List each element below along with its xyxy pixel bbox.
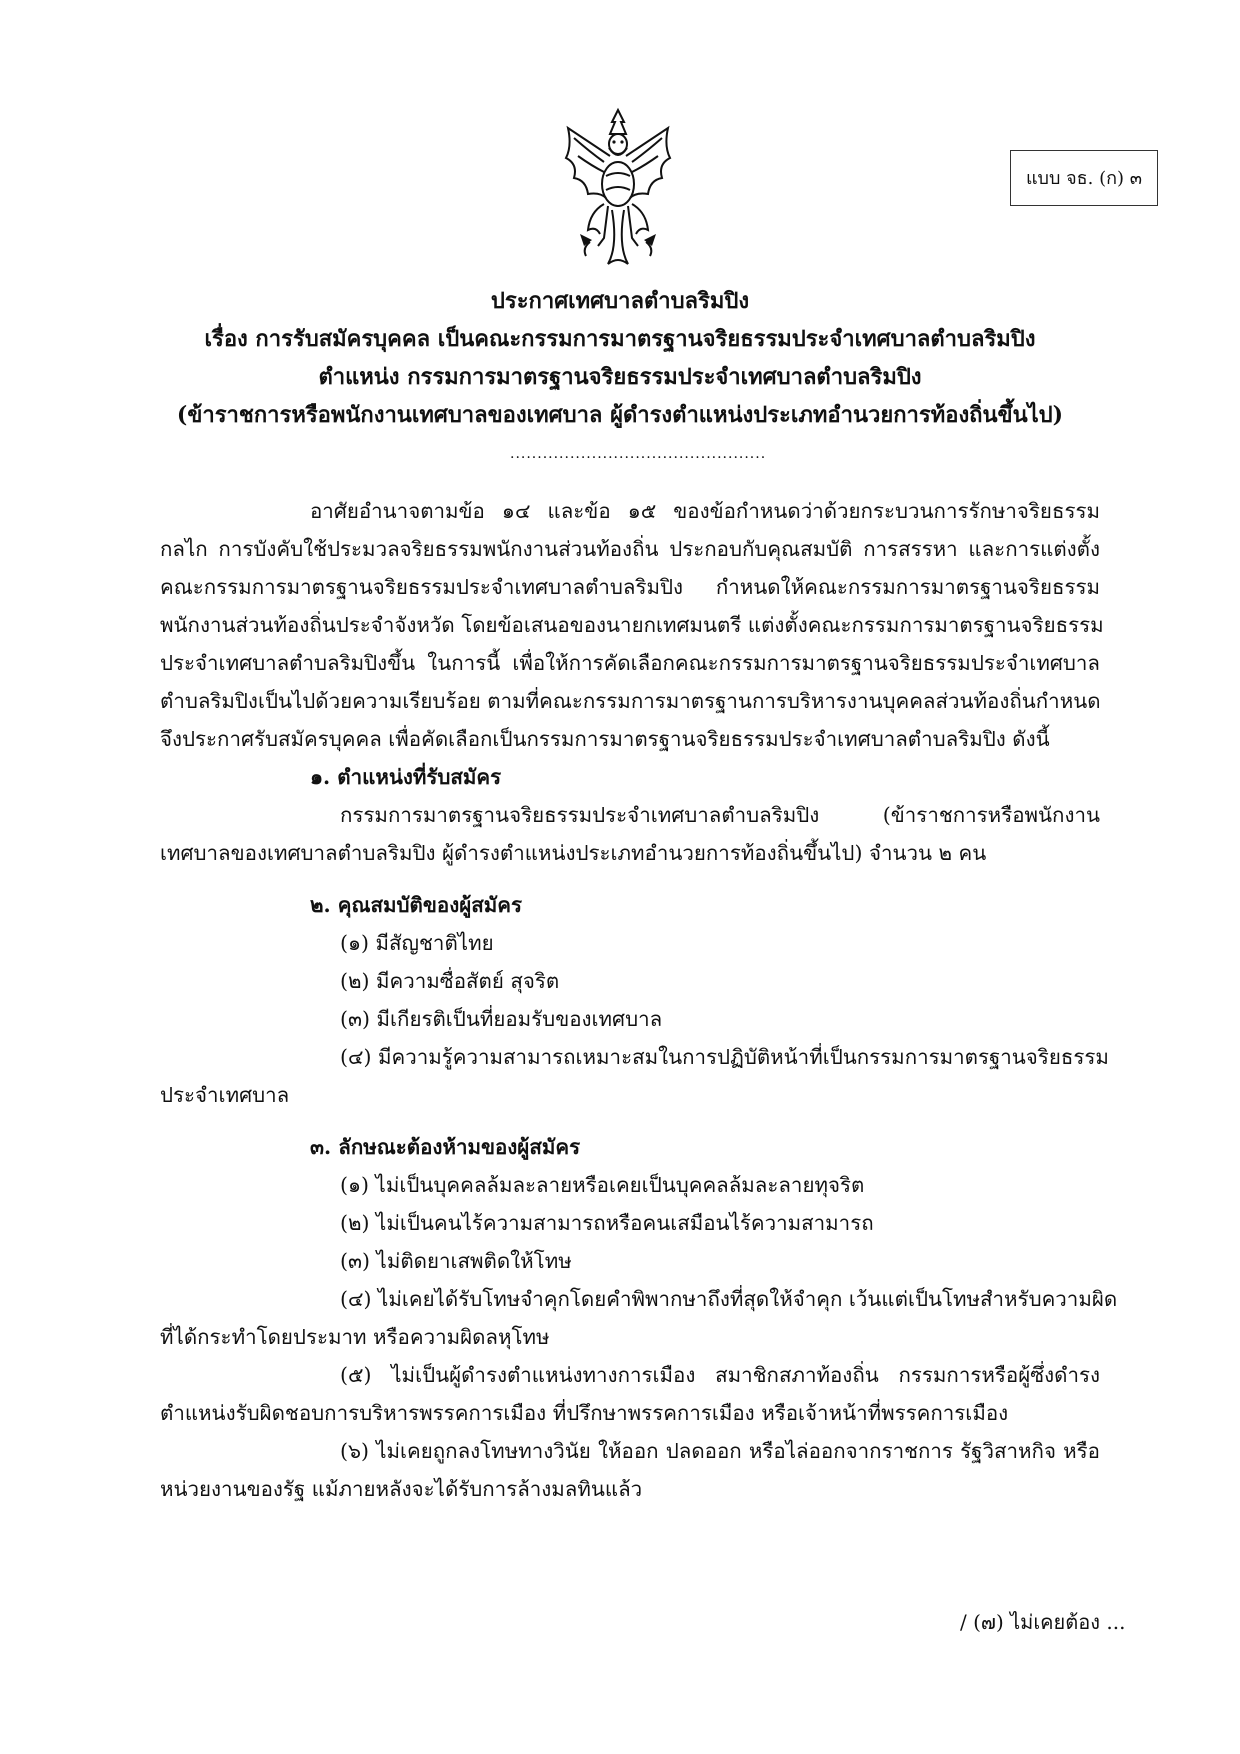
prohibition-item-cont: ตำแหน่งรับผิดชอบการบริหารพรรคการเมือง ที่ปรึกษาพรรคการเมือง หรือเจ้าหน้าที่พรรคการเมือง [160,1401,1009,1425]
continuation-note: / (๗) ไม่เคยต้อง ... [960,1610,1126,1634]
intro-line: ตำบลริมปิงเป็นไปด้วยความเรียบร้อย ตามที่คณะกรรมการมาตรฐานการบริหารงานบุคคลส่วนท้องถิ่นกำหนด [160,689,1101,713]
qualification-item: (๓) มีเกียรติเป็นที่ยอมรับของเทศบาล [340,1007,663,1031]
qualification-item: (๑) มีสัญชาติไทย [340,931,494,955]
garuda-emblem-icon [560,106,676,270]
intro-line: อาศัยอำนาจตามข้อ ๑๔ และข้อ ๑๕ ของข้อกำหนดว่าด้วยกระบวนการรักษาจริยธรรม [310,499,1100,523]
prohibition-item: (๑) ไม่เป็นบุคคลล้มละลายหรือเคยเป็นบุคคลล้มละลายทุจริต [340,1173,865,1197]
section-1-title: ๑. ตำแหน่งที่รับสมัคร [310,765,502,789]
heading-title: ประกาศเทศบาลตำบลริมปิง [490,288,750,314]
qualification-item: (๒) มีความซื่อสัตย์ สุจริต [340,969,560,993]
prohibition-item-cont: หน่วยงานของรัฐ แม้ภายหลังจะได้รับการล้างมลทินแล้ว [160,1477,643,1501]
section-1-text: กรรมการมาตรฐานจริยธรรมประจำเทศบาลตำบลริมปิง (ข้าราชการหรือพนักงาน [340,803,1100,827]
heading-qualifier: (ข้าราชการหรือพนักงานเทศบาลของเทศบาล ผู้ดำรงตำแหน่งประเภทอำนวยการท้องถิ่นขึ้นไป) [176,402,1064,428]
section-2-title: ๒. คุณสมบัติของผู้สมัคร [310,893,522,917]
announcement-heading [0,282,1240,434]
intro-line: พนักงานส่วนท้องถิ่นประจำจังหวัด โดยข้อเสนอของนายกเทศมนตรี แต่งตั้งคณะกรรมการมาตรฐานจริยธรรม [160,613,1104,637]
qualification-item: (๔) มีความรู้ความสามารถเหมาะสมในการปฏิบัติหน้าที่เป็นกรรมการมาตรฐานจริยธรรม [340,1045,1109,1069]
prohibition-item: (๕) ไม่เป็นผู้ดำรงตำแหน่งทางการเมือง สมาชิกสภาท้องถิ่น กรรมการหรือผู้ซึ่งดำรง [340,1363,1100,1387]
intro-line: กลไก การบังคับใช้ประมวลจริยธรรมพนักงานส่วนท้องถิ่น ประกอบกับคุณสมบัติ การสรรหา และการแต่งตั้ง [160,537,1100,561]
intro-line: ประจำเทศบาลตำบลริมปิงขึ้น ในการนี้ เพื่อให้การคัดเลือกคณะกรรมการมาตรฐานจริยธรรมประจำเทศบาล [160,651,1100,675]
prohibition-item: (๖) ไม่เคยถูกลงโทษทางวินัย ให้ออก ปลดออก หรือไล่ออกจากราชการ รัฐวิสาหกิจ หรือ [340,1439,1100,1463]
intro-line: จึงประกาศรับสมัครบุคคล เพื่อคัดเลือกเป็นกรรมการมาตรฐานจริยธรรมประจำเทศบาลตำบลริมปิง ดังนี้ [160,727,1050,751]
heading-position: ตำแหน่ง กรรมการมาตรฐานจริยธรรมประจำเทศบาลตำบลริมปิง [318,364,922,390]
prohibition-item: (๔) ไม่เคยได้รับโทษจำคุกโดยคำพิพากษาถึงที่สุดให้จำคุก เว้นแต่เป็นโทษสำหรับความผิด [340,1287,1118,1311]
form-code-box: แบบ จธ. (ก) ๓ [1010,150,1158,206]
heading-divider: ............................................... [510,446,767,462]
announcement-body [160,492,1118,1508]
prohibition-item-cont: ที่ได้กระทำโดยประมาท หรือความผิดลหุโทษ [160,1325,550,1349]
heading-subject: เรื่อง การรับสมัครบุคคล เป็นคณะกรรมการมาตรฐานจริยธรรมประจำเทศบาลตำบลริมปิง [204,326,1036,352]
prohibition-item: (๒) ไม่เป็นคนไร้ความสามารถหรือคนเสมือนไร้ความสามารถ [340,1211,874,1235]
section-3-title: ๓. ลักษณะต้องห้ามของผู้สมัคร [310,1135,581,1159]
intro-line: คณะกรรมการมาตรฐานจริยธรรมประจำเทศบาลตำบลริมปิง กำหนดให้คณะกรรมการมาตรฐานจริยธรรม [160,575,1100,599]
qualification-item-cont: ประจำเทศบาล [160,1083,290,1107]
prohibition-item: (๓) ไม่ติดยาเสพติดให้โทษ [340,1249,572,1273]
section-1-text: เทศบาลของเทศบาลตำบลริมปิง ผู้ดำรงตำแหน่งประเภทอำนวยการท้องถิ่นขึ้นไป) จำนวน ๒ คน [160,841,987,865]
